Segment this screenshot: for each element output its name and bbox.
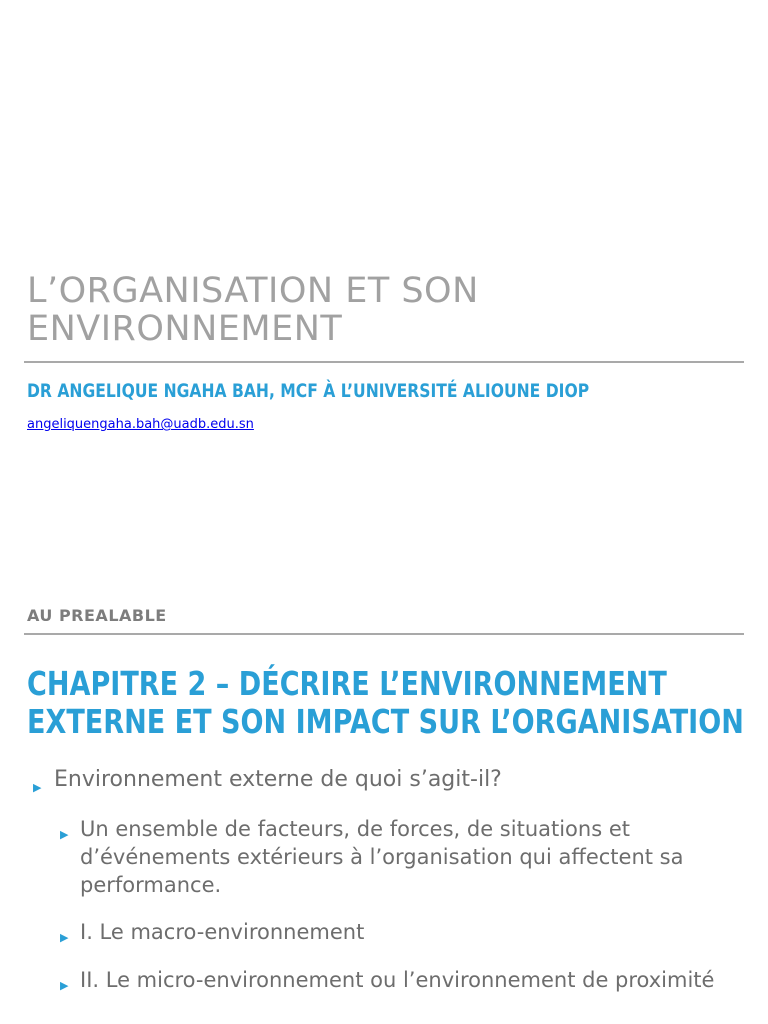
section-label: AU PREALABLE [27, 606, 167, 625]
sub-bullet-item [60, 966, 744, 994]
author-subtitle: DR ANGELIQUE NGAHA BAH, MCF À L’UNIVERSITÉ ALIOUNE DIOP [27, 380, 590, 402]
presentation-title: L’ORGANISATION ET SON ENVIRONNEMENT [27, 271, 479, 349]
bullet-text: Un ensemble de facteurs, de forces, de situations et d’événements extérieurs à l’organisation qui affectent sa performance. [80, 817, 684, 897]
sub-bullet-item [60, 918, 744, 946]
slide-chapter [0, 512, 768, 1024]
chapter-title: CHAPITRE 2 – DÉCRIRE L’ENVIRONNEMENT EXTERNE ET SON IMPACT SUR L’ORGANISATION [27, 664, 744, 741]
triangle-bullet-icon: ▶ [33, 781, 42, 794]
title-divider [24, 361, 744, 363]
triangle-bullet-icon: ▶ [60, 828, 69, 841]
bullet-text: Environnement externe de quoi s’agit-il? [54, 767, 502, 792]
sub-bullet-item [60, 815, 744, 899]
bullet-text: II. Le micro-environnement ou l’environnement de proximité [80, 968, 715, 992]
triangle-bullet-icon: ▶ [60, 979, 69, 992]
bullet-item [33, 766, 743, 794]
bullet-text: I. Le macro-environnement [80, 920, 365, 944]
triangle-bullet-icon: ▶ [60, 931, 69, 944]
author-email-link[interactable]: angeliquengaha.bah@uadb.edu.sn [27, 417, 254, 432]
section-divider [24, 633, 744, 635]
